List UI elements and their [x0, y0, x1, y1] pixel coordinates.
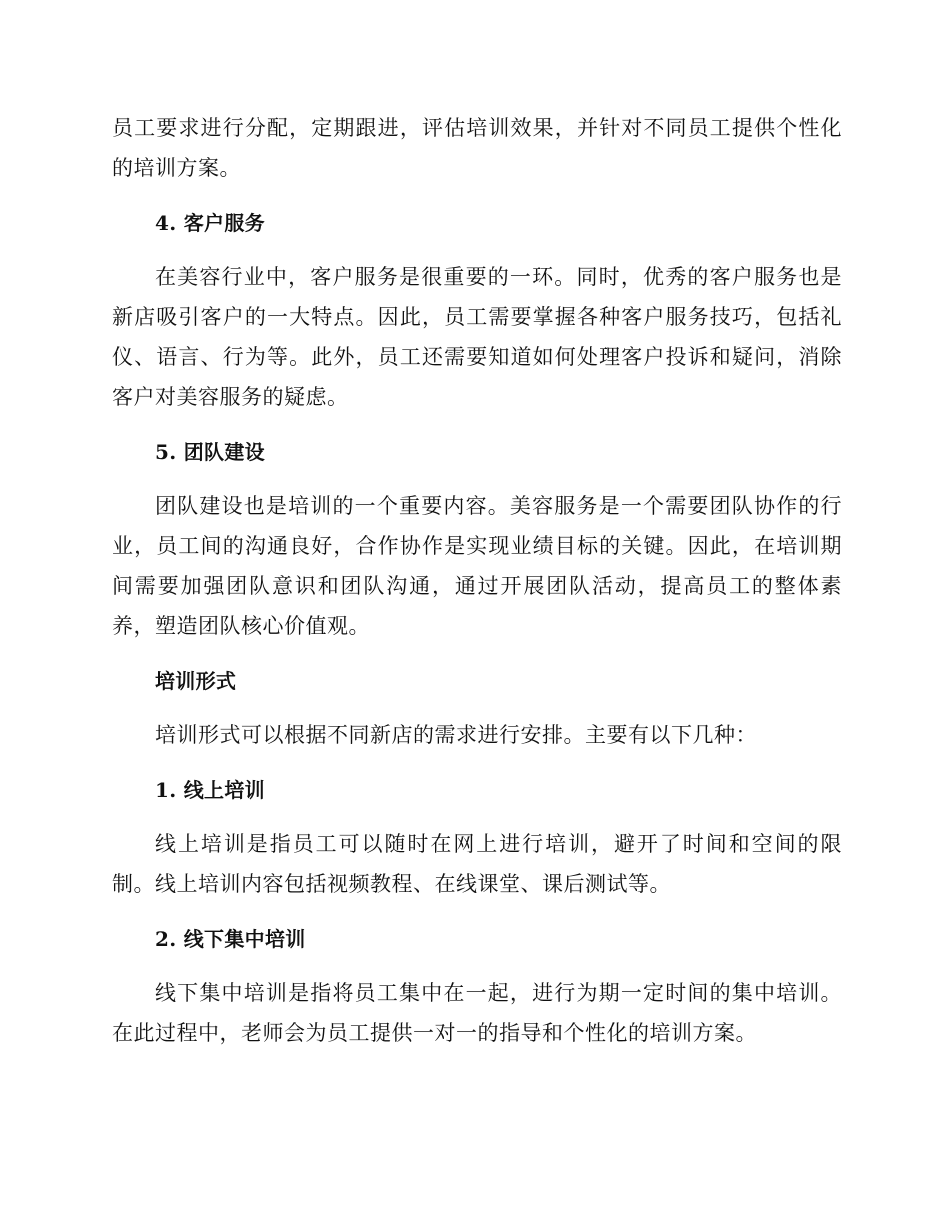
- heading-online-training: 1. 线上培训: [155, 778, 265, 802]
- heading-offline-training: 2. 线下集中培训: [155, 927, 306, 951]
- heading-team-building: 5. 团队建设: [155, 440, 265, 464]
- paragraph-customer-service: 在美容行业中，客户服务是很重要的一环。同时，优秀的客户服务也是新店吸引客户的一大特点。因此，员工需要掌握各种客户服务技巧，包括礼仪、语言、行为等。此外，员工还需要知道如何处理客户投诉和疑问，消除客户对美容服务的疑虑。: [112, 265, 842, 409]
- heading-customer-service: 4. 客户服务: [155, 211, 265, 235]
- paragraph-online-training: 线上培训是指员工可以随时在网上进行培训，避开了时间和空间的限制。线上培训内容包括视频教程、在线课堂、课后测试等。: [112, 832, 842, 896]
- paragraph-training-format: 培训形式可以根据不同新店的需求进行安排。主要有以下几种：: [155, 723, 757, 747]
- document-body: [112, 108, 842, 1053]
- paragraph-continued-training-plan: 员工要求进行分配，定期跟进，评估培训效果，并针对不同员工提供个性化的培训方案。: [112, 116, 842, 180]
- paragraph-offline-training: 线下集中培训是指将员工集中在一起，进行为期一定时间的集中培训。在此过程中，老师会为员工提供一对一的指导和个性化的培训方案。: [112, 981, 842, 1045]
- heading-training-format: 培训形式: [155, 669, 237, 693]
- paragraph-team-building: 团队建设也是培训的一个重要内容。美容服务是一个需要团队协作的行业，员工间的沟通良好，合作协作是实现业绩目标的关键。因此，在培训期间需要加强团队意识和团队沟通，通过开展团队活动，提高员工的整体素养，塑造团队核心价值观。: [112, 494, 842, 638]
